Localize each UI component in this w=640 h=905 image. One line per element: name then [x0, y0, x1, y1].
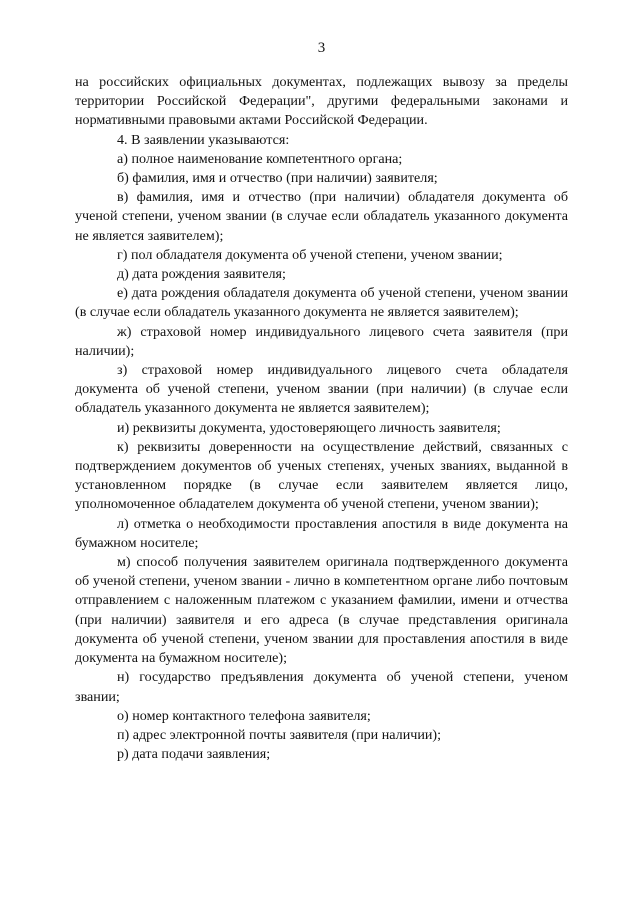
list-item-n: н) государство предъявления документа об ученой степени, ученом звании; [75, 669, 568, 705]
list-item-v: в) фамилия, имя и отчество (при наличии) обладателя документа об ученой степени, ученом звании (в случае если обладатель указанного документа не является заявителем); [75, 189, 568, 244]
list-item-e: е) дата рождения обладателя документа об ученой степени, ученом звании (в случае если обладатель указанного документа не является заявителем); [75, 285, 568, 321]
list-item-g: г) пол обладателя документа об ученой степени, ученом звании; [117, 246, 503, 263]
list-item-r: р) дата подачи заявления; [117, 746, 271, 763]
list-item-p: п) адрес электронной почты заявителя (при наличии); [117, 726, 442, 743]
list-item-a: а) полное наименование компетентного органа; [117, 150, 403, 167]
list-item-i: и) реквизиты документа, удостоверяющего личность заявителя; [117, 419, 501, 436]
page-number: 3 [317, 40, 326, 56]
list-item-o: о) номер контактного телефона заявителя; [117, 707, 371, 724]
paragraph-item-4: 4. В заявлении указываются: [117, 131, 290, 148]
list-item-l: л) отметка о необходимости проставления апостиля в виде документа на бумажном носителе; [75, 515, 568, 551]
list-item-m: м) способ получения заявителем оригинала подтвержденного документа об ученой степени, ученом звании - лично в компетентном органе либо почтовым отправлением с наложенным платежом с указанием фамилии, имени и отчества (при наличии) заявителя и его адреса (в случае представления оригинала документа об ученой степени, ученом звании для проставления апостиля в виде документа на бумажном носителе); [75, 554, 568, 667]
paragraph-continuation: на российских официальных документах, подлежащих вывозу за пределы территории Российской Федерации", другими федеральными законами и нормативными правовыми актами Российской Федерации. [75, 74, 568, 129]
list-item-z: з) страховой номер индивидуального лицевого счета обладателя документа об ученой степени, ученом звании (при наличии) (в случае если обладатель указанного документа не является заявителем); [75, 362, 568, 417]
list-item-k: к) реквизиты доверенности на осуществление действий, связанных с подтверждением документов об ученых степенях, ученых званиях, выданной в установленном порядке (в случае если заявителем является лицо, уполномоченное обладателем документа об ученой степени, ученом звании); [75, 438, 568, 513]
list-item-d: д) дата рождения заявителя; [117, 266, 286, 283]
list-item-zh: ж) страховой номер индивидуального лицевого счета заявителя (при наличии); [75, 323, 568, 359]
list-item-b: б) фамилия, имя и отчество (при наличии) заявителя; [117, 170, 438, 187]
